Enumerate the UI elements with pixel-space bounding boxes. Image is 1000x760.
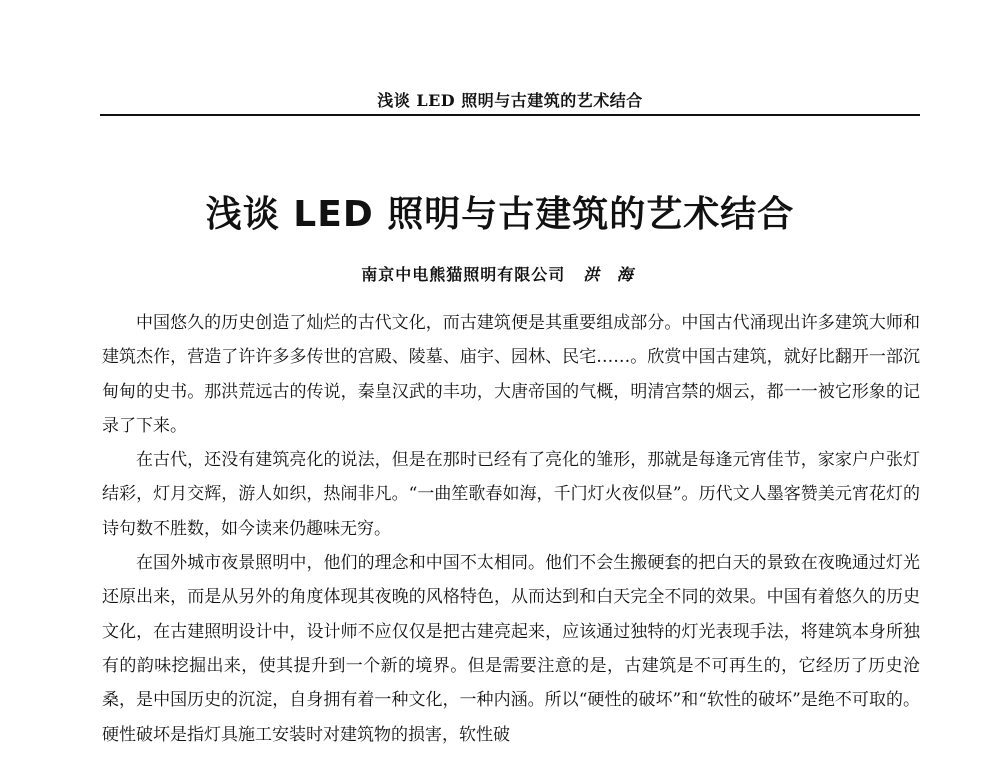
author-name: 洪 海 xyxy=(583,265,639,284)
author-organization: 南京中电熊猫照明有限公司 xyxy=(361,265,566,284)
byline xyxy=(60,262,940,285)
article-body xyxy=(102,306,920,752)
header-rule xyxy=(100,114,920,116)
paragraph-1: 中国悠久的历史创造了灿烂的古代文化，而古建筑便是其重要组成部分。中国古代涌现出许多建筑大师和建筑杰作，营造了许许多多传世的宫殿、陵墓、庙宇、园林、民宅……。欣赏中国古建筑，就好比翻开一部沉甸甸的史书。那洪荒远古的传说，秦皇汉武的丰功，大唐帝国的气概，明清宫禁的烟云，都一一被它形象的记录了下来。 xyxy=(102,313,920,436)
running-header: 浅谈 LED 照明与古建筑的艺术结合 xyxy=(377,91,643,110)
article-title: 浅谈 LED 照明与古建筑的艺术结合 xyxy=(205,194,795,235)
paragraph-3: 在国外城市夜景照明中，他们的理念和中国不太相同。他们不会生搬硬套的把白天的景致在夜晚通过灯光还原出来，而是从另外的角度体现其夜晚的风格特色，从而达到和白天完全不同的效果。中国有着悠久的历史文化，在古建照明设计中，设计师不应仅仅是把古建亮起来，应该通过独特的灯光表现手法，将建筑本身所独有的韵味挖掘出来，使其提升到一个新的境界。但是需要注意的是，古建筑是不可再生的，它经历了历史沧桑，是中国历史的沉淀，自身拥有着一种文化，一种内涵。所以“硬性的破坏”和“软性的破坏”是绝不可取的。硬性破坏是指灯具施工安装时对建筑物的损害，软性破 xyxy=(102,553,920,745)
paragraph-2: 在古代，还没有建筑亮化的说法，但是在那时已经有了亮化的雏形，那就是每逢元宵佳节，家家户户张灯结彩，灯月交辉，游人如织，热闹非凡。“一曲笙歌春如海，千门灯火夜似昼”。历代文人墨客赞美元宵花灯的诗句数不胜数，如今读来仍趣味无穷。 xyxy=(102,450,920,539)
